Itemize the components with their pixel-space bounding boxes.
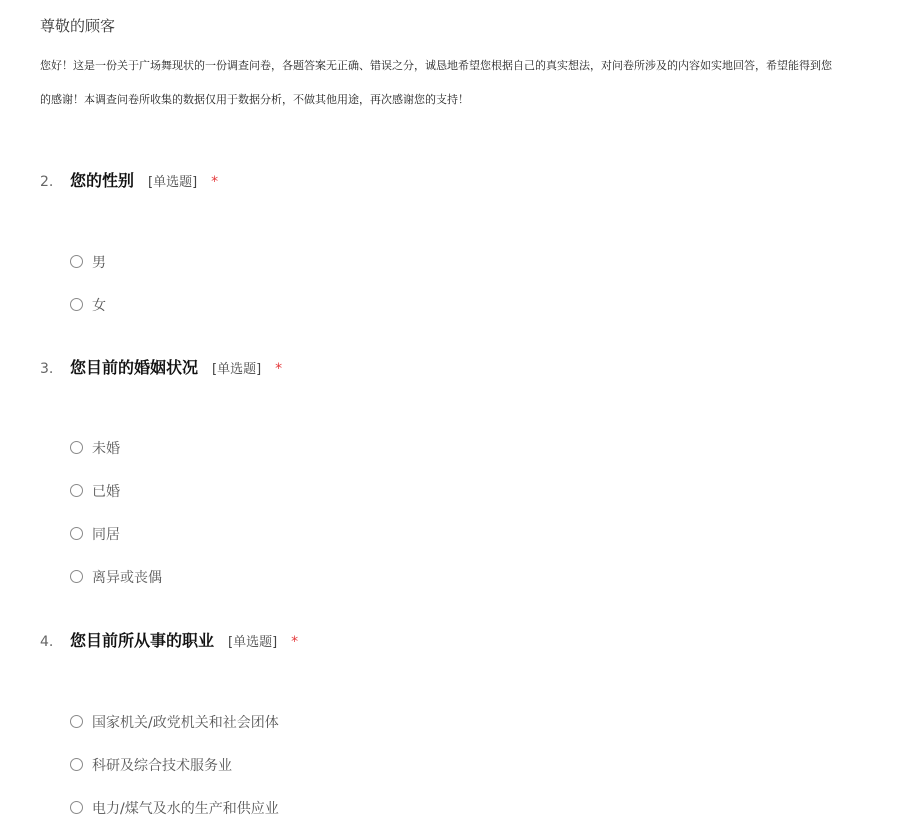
radio-button[interactable] bbox=[70, 801, 83, 814]
question-title: 您目前所从事的职业 bbox=[70, 631, 215, 650]
question-occupation bbox=[40, 628, 900, 817]
required-marker: * bbox=[211, 174, 219, 190]
intro-text-line-2: 的感谢！本调查问卷所收集的数据仅用于数据分析，不做其他用途，再次感谢您的支持！ bbox=[40, 93, 469, 106]
radio-button[interactable] bbox=[70, 758, 83, 771]
question-number: 2. bbox=[40, 174, 54, 190]
question-title: 您目前的婚姻状况 bbox=[70, 358, 199, 377]
required-marker: * bbox=[275, 361, 283, 377]
question-header bbox=[40, 628, 900, 651]
option-label: 已婚 bbox=[92, 483, 120, 500]
option-female[interactable] bbox=[70, 283, 900, 326]
radio-button[interactable] bbox=[70, 527, 83, 540]
option-label: 未婚 bbox=[92, 440, 120, 457]
greeting-heading: 尊敬的顾客 bbox=[40, 17, 116, 35]
option-label: 男 bbox=[92, 254, 106, 271]
question-header bbox=[40, 355, 900, 378]
radio-button[interactable] bbox=[70, 298, 83, 311]
option-government-agency[interactable] bbox=[70, 700, 900, 743]
radio-button[interactable] bbox=[70, 715, 83, 728]
option-research-tech-services[interactable] bbox=[70, 743, 900, 786]
option-label: 女 bbox=[92, 297, 106, 314]
radio-button[interactable] bbox=[70, 570, 83, 583]
question-type-label: [单选题] bbox=[148, 175, 198, 190]
question-marital-status bbox=[40, 355, 900, 586]
option-cohabiting[interactable] bbox=[70, 512, 900, 555]
option-label: 电力/煤气及水的生产和供应业 bbox=[92, 800, 279, 817]
question-number: 3. bbox=[40, 361, 54, 377]
intro-text-line-1: 您好！这是一份关于广场舞现状的一份调查问卷，各题答案无正确、错误之分，诚恳地希望您根据自己的真实想法，对问卷所涉及的内容如实地回答，希望能得到您 bbox=[40, 59, 832, 72]
option-list bbox=[70, 426, 900, 598]
option-label: 同居 bbox=[92, 526, 120, 543]
option-married[interactable] bbox=[70, 469, 900, 512]
question-type-label: [单选题] bbox=[228, 635, 278, 650]
question-header bbox=[40, 168, 900, 191]
required-marker: * bbox=[291, 634, 299, 650]
question-type-label: [单选题] bbox=[212, 362, 262, 377]
option-label: 离异或丧偶 bbox=[92, 569, 162, 586]
option-label: 国家机关/政党机关和社会团体 bbox=[92, 714, 279, 731]
option-list bbox=[70, 240, 900, 326]
question-gender bbox=[40, 168, 900, 314]
option-list bbox=[70, 700, 900, 829]
option-label: 科研及综合技术服务业 bbox=[92, 757, 232, 774]
option-divorced-widowed[interactable] bbox=[70, 555, 900, 598]
option-unmarried[interactable] bbox=[70, 426, 900, 469]
radio-button[interactable] bbox=[70, 441, 83, 454]
option-utilities[interactable] bbox=[70, 786, 900, 829]
radio-button[interactable] bbox=[70, 484, 83, 497]
question-number: 4. bbox=[40, 634, 54, 650]
question-title: 您的性别 bbox=[70, 171, 135, 190]
radio-button[interactable] bbox=[70, 255, 83, 268]
option-male[interactable] bbox=[70, 240, 900, 283]
